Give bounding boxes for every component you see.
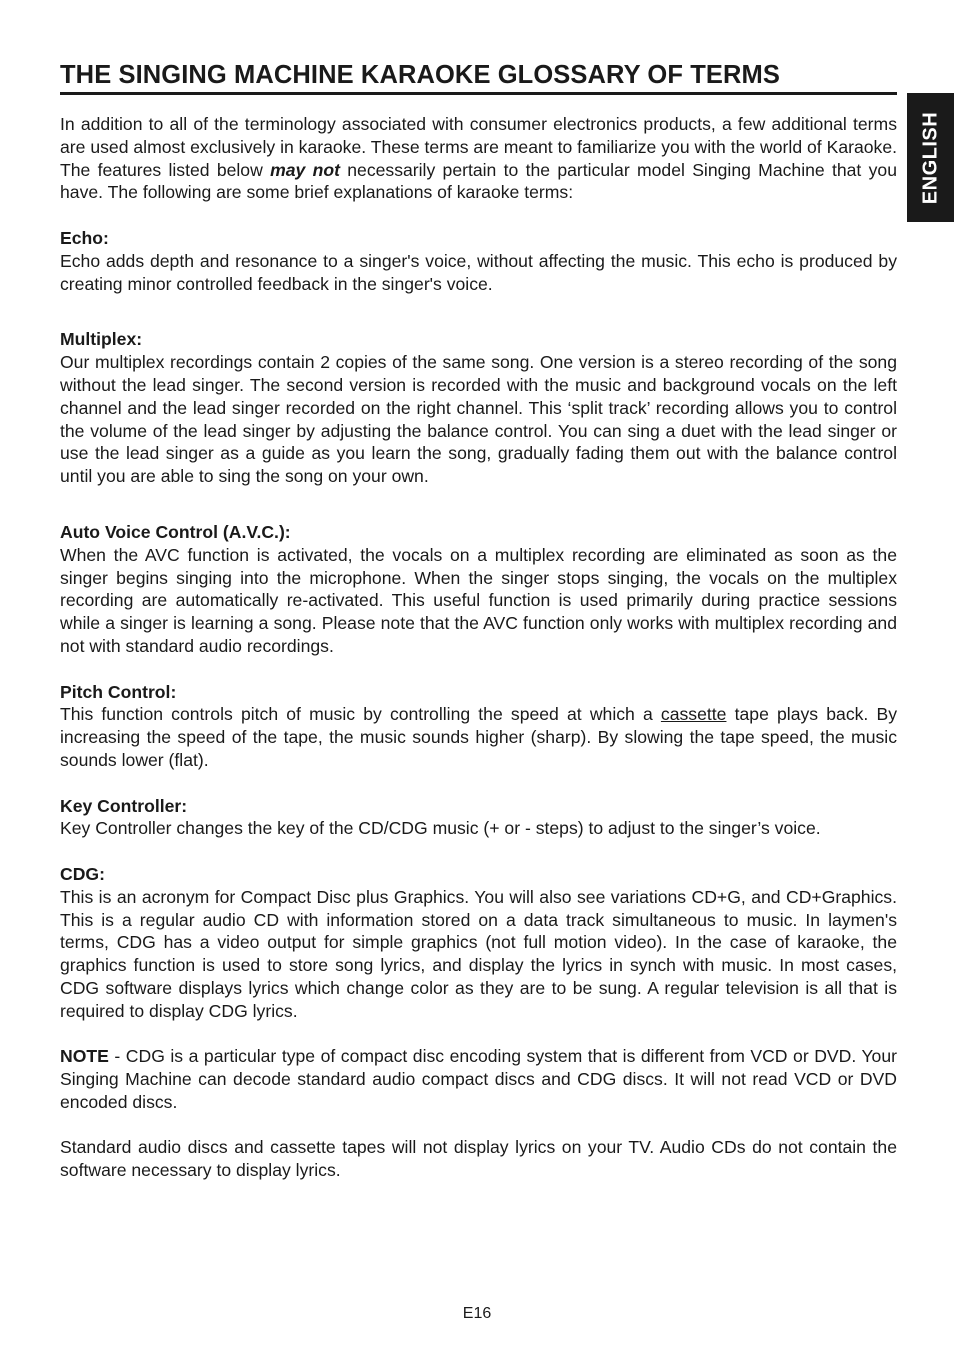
definition-key-controller: Key Controller changes the key of the CD/CDG music (+ or - steps) to adjust to the singer’s voice. <box>60 818 821 839</box>
note-paragraph <box>60 1045 897 1113</box>
section-echo <box>60 227 897 295</box>
term-multiplex: Multiplex: <box>60 329 143 350</box>
definition-echo: Echo adds depth and resonance to a singer's voice, without affecting the music. This echo is produced by creating minor controlled feedback in the singer's voice. <box>60 250 897 294</box>
section-cdg <box>60 863 897 1023</box>
term-pitch: Pitch Control: <box>60 681 177 702</box>
note-text: - CDG is a particular type of compact disc encoding system that is different from VCD or DVD. Your Singing Machine can decode standard audio compact discs and CDG discs. It will not read VCD or DVD encoded discs. <box>60 1046 897 1112</box>
page-number: E16 <box>462 1305 492 1322</box>
definition-pitch <box>60 703 897 771</box>
page-title: THE SINGING MACHINE KARAOKE GLOSSARY OF TERMS <box>60 58 897 95</box>
definition-multiplex: Our multiplex recordings contain 2 copies of the same song. One version is a stereo recording of the song without the lead singer. The second version is recorded with the music and background vocals on the left channel and the lead singer recorded on the right channel. This ‘split track’ recording allows you to control the volume of the lead singer by adjusting the balance control. You can sing a duet with the lead singer or use the lead singer as a guide as you learn the song, gradually fading them out with the balance control until you are able to sing the song on your own. <box>60 352 897 487</box>
standard-discs-paragraph: Standard audio discs and cassette tapes will not display lyrics on your TV. Audio CDs do not contain the software necessary to display lyrics. <box>60 1137 897 1181</box>
term-avc: Auto Voice Control (A.V.C.): <box>60 521 291 542</box>
intro-emphasis: may not <box>270 159 340 180</box>
term-echo: Echo: <box>60 227 109 248</box>
intro-text-before: In addition to all of the terminology associated with consumer electronics products, a few additional terms are used almost exclusively in karaoke. These terms are meant to familiarize you with the world of Karaoke. The features listed below <box>60 114 897 180</box>
cassette-underlined: cassette <box>660 704 727 725</box>
section-pitch <box>60 681 897 772</box>
note-label: NOTE <box>60 1046 109 1067</box>
section-avc <box>60 521 897 658</box>
intro-paragraph <box>60 113 897 204</box>
intro-text-after: necessarily pertain to the particular model Singing Machine that you have. The following are some brief explanations of karaoke terms: <box>60 159 897 203</box>
term-key-controller: Key Controller: <box>60 795 188 816</box>
definition-cdg: This is an acronym for Compact Disc plus Graphics. You will also see variations CD+G, and CD+Graphics. This is a regular audio CD with information stored on a data track simultaneous to music. In laymen's terms, CDG has a video output for simple graphics (not full motion video). In the case of karaoke, the graphics function is used to store song lyrics, and display the lyrics in synch with music. In most cases, CDG software displays lyrics which change color as they are to be sung. A regular television is all that is required to display CDG lyrics. <box>60 886 897 1021</box>
section-key <box>60 795 897 841</box>
language-tab-label: ENGLISH <box>919 111 941 204</box>
language-tab <box>907 93 954 222</box>
term-cdg: CDG: <box>60 863 105 884</box>
definition-avc: When the AVC function is activated, the vocals on a multiplex recording are eliminated as soon as the singer begins singing into the microphone. When the singer stops singing, the vocals on the multiplex recording are automatically re-activated. This useful function is used primarily during practice sessions while a singer is learning a song. Please note that the AVC function only works with multiplex recording and not with standard audio recordings. <box>60 544 897 656</box>
pitch-text-after: tape plays back. By increasing the speed of the tape, the music sounds higher (sharp). By slowing the tape speed, the music sounds lower (flat). <box>60 704 897 770</box>
section-multiplex <box>60 328 897 488</box>
pitch-text-before: This function controls pitch of music by controlling the speed at which a <box>60 704 661 725</box>
glossary-page <box>60 58 897 1182</box>
